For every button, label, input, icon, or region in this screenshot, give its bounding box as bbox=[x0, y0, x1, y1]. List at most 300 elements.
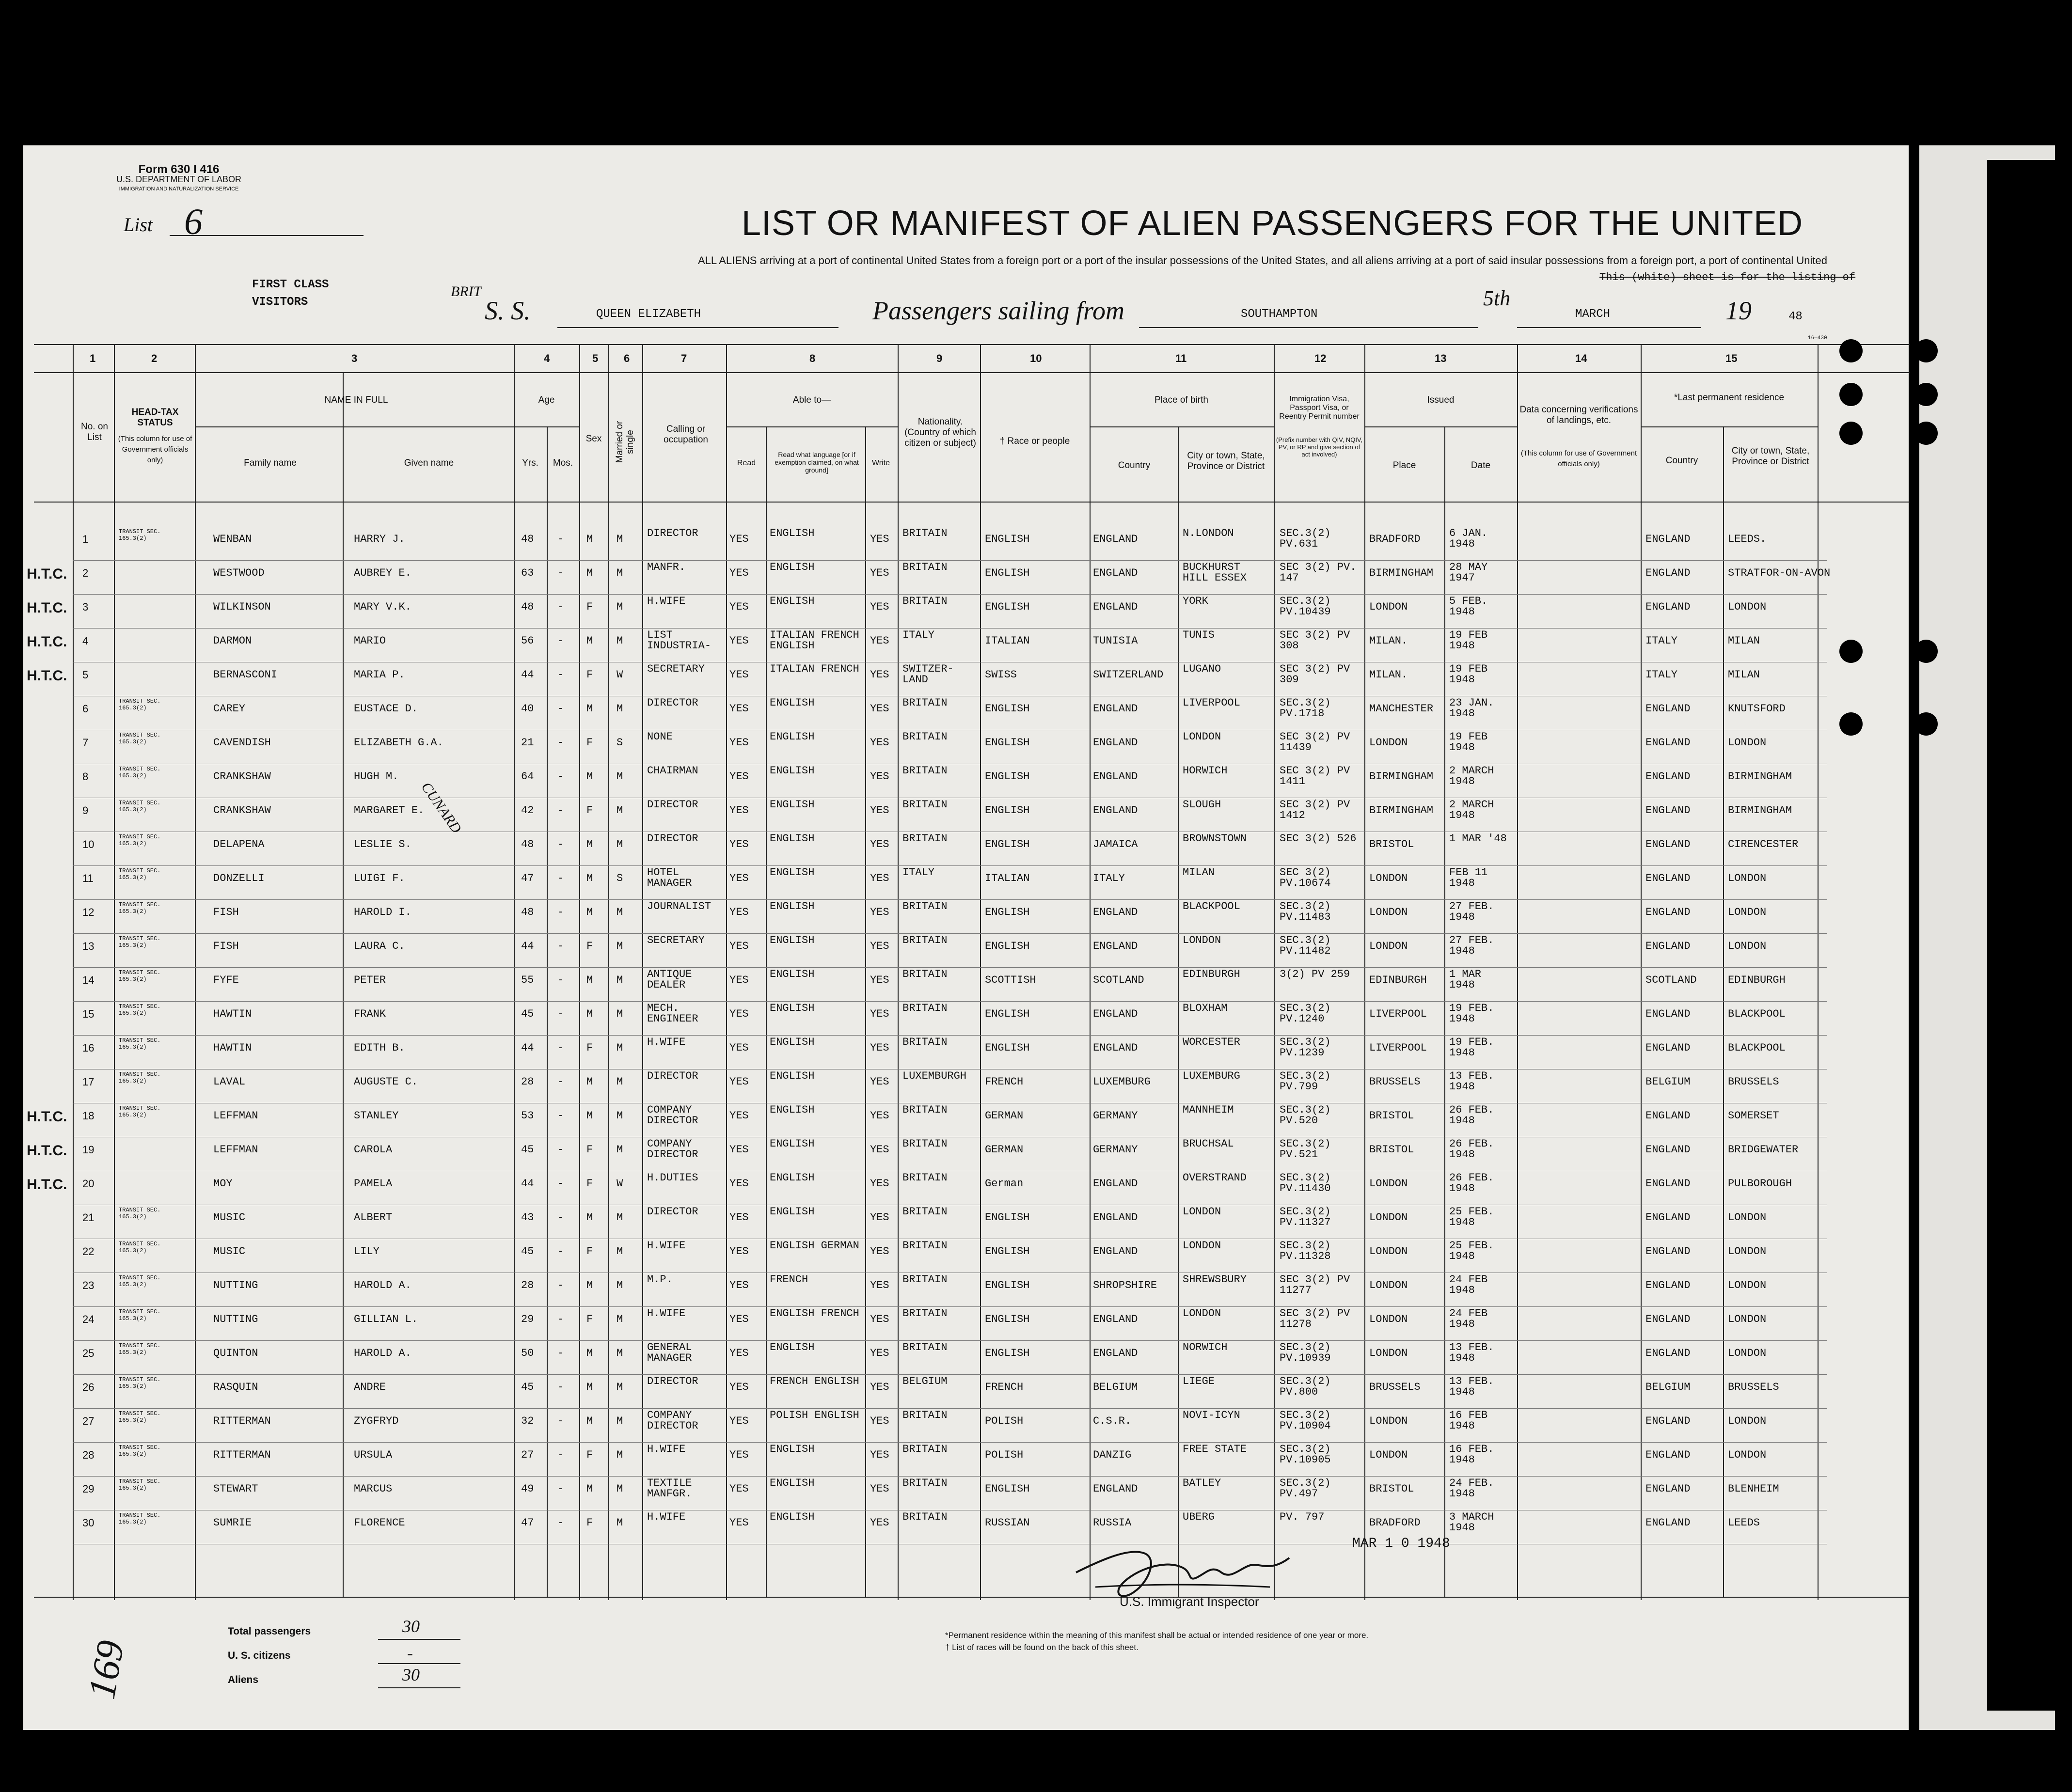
row-divider bbox=[73, 865, 1827, 866]
nationality: BRITAIN bbox=[902, 731, 948, 743]
row-number: 22 bbox=[82, 1245, 95, 1258]
residence-city: LONDON bbox=[1728, 1347, 1767, 1359]
can-read: YES bbox=[729, 1076, 749, 1088]
family-name: SUMRIE bbox=[213, 1517, 252, 1529]
occupation: DIRECTOR bbox=[647, 527, 698, 539]
birth-city: BATLEY bbox=[1183, 1477, 1221, 1489]
list-number: 6 bbox=[184, 202, 203, 242]
residence-country: BELGIUM bbox=[1645, 1381, 1691, 1393]
sex: M bbox=[586, 1008, 593, 1020]
visa-number: SEC.3(2) PV.10939 bbox=[1280, 1341, 1331, 1364]
age-months: - bbox=[557, 1381, 564, 1393]
can-read: YES bbox=[729, 635, 749, 647]
birth-country: RUSSIA bbox=[1093, 1517, 1132, 1529]
header-head-tax-note: (This column for use of Government officials only) bbox=[118, 435, 192, 464]
age-years: 43 bbox=[521, 1211, 534, 1224]
occupation: H.WIFE bbox=[647, 1443, 686, 1455]
residence-country: ENGLAND bbox=[1645, 1178, 1691, 1190]
residence-city: LONDON bbox=[1728, 872, 1767, 884]
issued-date: 19 FEB 1948 bbox=[1449, 629, 1488, 652]
read-language: ENGLISH bbox=[770, 765, 815, 777]
aliens-label: Aliens bbox=[228, 1674, 259, 1685]
race: ENGLISH bbox=[985, 770, 1030, 783]
residence-country: ENGLAND bbox=[1645, 533, 1691, 545]
issued-place: LONDON bbox=[1369, 1211, 1408, 1224]
can-read: YES bbox=[729, 838, 749, 850]
row-divider bbox=[73, 899, 1827, 900]
table-row bbox=[0, 1173, 1885, 1207]
sex: M bbox=[586, 567, 593, 579]
issued-date: 5 FEB. 1948 bbox=[1449, 595, 1488, 618]
residence-country: ENGLAND bbox=[1645, 703, 1691, 715]
residence-country: ENGLAND bbox=[1645, 1517, 1691, 1529]
header-family-name: Family name bbox=[244, 458, 297, 468]
birth-city: UBERG bbox=[1183, 1511, 1215, 1523]
issued-date: 13 FEB. 1948 bbox=[1449, 1341, 1494, 1364]
residence-country: ENGLAND bbox=[1645, 872, 1691, 884]
race: ENGLISH bbox=[985, 1245, 1030, 1258]
birth-country: ENGLAND bbox=[1093, 703, 1138, 715]
birth-city: HORWICH bbox=[1183, 765, 1228, 777]
read-language: ENGLISH bbox=[770, 1138, 815, 1150]
head-tax-status: TRANSIT SEC. 165.3(2) bbox=[119, 1105, 161, 1118]
colnum-line bbox=[34, 372, 1910, 373]
row-number: 24 bbox=[82, 1313, 95, 1325]
can-write: YES bbox=[870, 1483, 889, 1495]
race: GERMAN bbox=[985, 1110, 1024, 1122]
marital-status: M bbox=[617, 1483, 623, 1495]
birth-city: WORCESTER bbox=[1183, 1036, 1240, 1048]
date-stamp: MAR 1 0 1948 bbox=[1352, 1536, 1450, 1551]
race: ENGLISH bbox=[985, 1313, 1030, 1325]
occupation: SECRETARY bbox=[647, 663, 705, 675]
row-number: 27 bbox=[82, 1415, 95, 1427]
birth-country: ENGLAND bbox=[1093, 1178, 1138, 1190]
row-divider bbox=[73, 1442, 1827, 1443]
header-head-tax: HEAD-TAX STATUS bbox=[131, 407, 179, 428]
visa-number: SEC 3(2) PV 11439 bbox=[1280, 731, 1350, 754]
birth-country: TUNISIA bbox=[1093, 635, 1138, 647]
read-language: ENGLISH bbox=[770, 561, 815, 573]
nationality: BRITAIN bbox=[902, 527, 948, 539]
race: ENGLISH bbox=[985, 838, 1030, 850]
age-years: 44 bbox=[521, 1178, 534, 1190]
given-name: FLORENCE bbox=[354, 1517, 405, 1529]
head-tax-status: TRANSIT SEC. 165.3(2) bbox=[119, 1308, 161, 1322]
family-name: WESTWOOD bbox=[213, 567, 265, 579]
head-tax-status: TRANSIT SEC. 165.3(2) bbox=[119, 766, 161, 779]
table-row bbox=[0, 596, 1885, 630]
birth-country: SHROPSHIRE bbox=[1093, 1279, 1157, 1291]
subheader-line bbox=[1090, 426, 1274, 427]
family-name: LAVAL bbox=[213, 1076, 246, 1088]
birth-city: LONDON bbox=[1183, 934, 1221, 946]
table-row bbox=[0, 867, 1885, 901]
col-number: 14 bbox=[1575, 352, 1587, 364]
age-months: - bbox=[557, 1313, 564, 1325]
age-months: - bbox=[557, 770, 564, 783]
can-read: YES bbox=[729, 567, 749, 579]
table-row bbox=[0, 1105, 1885, 1139]
issued-date: 26 FEB. 1948 bbox=[1449, 1172, 1494, 1195]
header-race: † Race or people bbox=[999, 436, 1070, 446]
birth-country: ENGLAND bbox=[1093, 906, 1138, 918]
can-read: YES bbox=[729, 974, 749, 986]
head-tax-status: TRANSIT SEC. 165.3(2) bbox=[119, 1478, 161, 1492]
family-name: LEFFMAN bbox=[213, 1110, 258, 1122]
sex: F bbox=[586, 669, 593, 681]
visa-number: SEC.3(2) PV.11483 bbox=[1280, 900, 1331, 923]
marital-status: M bbox=[617, 1245, 623, 1258]
visa-number: SEC 3(2) PV 1412 bbox=[1280, 799, 1350, 821]
header-issued-place: Place bbox=[1392, 460, 1416, 471]
read-language: ENGLISH bbox=[770, 1036, 815, 1048]
print-code: 16—430 bbox=[1808, 335, 1827, 341]
marital-status: M bbox=[617, 1042, 623, 1054]
row-number: 6 bbox=[82, 703, 89, 715]
residence-country: ENGLAND bbox=[1645, 1110, 1691, 1122]
given-name: CAROLA bbox=[354, 1144, 393, 1156]
row-number: 16 bbox=[82, 1042, 95, 1054]
birth-city: LONDON bbox=[1183, 1240, 1221, 1252]
birth-country: ENGLAND bbox=[1093, 533, 1138, 545]
marital-status: M bbox=[617, 1110, 623, 1122]
sex: M bbox=[586, 1211, 593, 1224]
list-label: List bbox=[124, 214, 153, 236]
race: RUSSIAN bbox=[985, 1517, 1030, 1529]
table-row bbox=[0, 766, 1885, 800]
can-write: YES bbox=[870, 1211, 889, 1224]
residence-city: BLACKPOOL bbox=[1728, 1042, 1786, 1054]
issued-date: 13 FEB. 1948 bbox=[1449, 1375, 1494, 1398]
race: GERMAN bbox=[985, 1144, 1024, 1156]
punch-hole bbox=[1914, 422, 1938, 445]
occupation: MECH. ENGINEER bbox=[647, 1002, 698, 1025]
race: ENGLISH bbox=[985, 1042, 1030, 1054]
visa-number: SEC 3(2) 526 bbox=[1280, 833, 1357, 845]
nationality: BRITAIN bbox=[902, 1511, 948, 1523]
occupation: H.WIFE bbox=[647, 595, 686, 607]
issued-date: 19 FEB. 1948 bbox=[1449, 1002, 1494, 1025]
can-read: YES bbox=[729, 770, 749, 783]
row-number: 7 bbox=[82, 737, 89, 749]
issued-place: MILAN. bbox=[1369, 669, 1408, 681]
given-name: HAROLD I. bbox=[354, 906, 411, 918]
given-name: STANLEY bbox=[354, 1110, 399, 1122]
issued-place: BRADFORD bbox=[1369, 533, 1421, 545]
header-residence-city: City or town, State, Province or District bbox=[1731, 446, 1810, 467]
subheader-line bbox=[514, 426, 579, 427]
issued-date: 2 MARCH 1948 bbox=[1449, 765, 1494, 787]
occupation: ANTIQUE DEALER bbox=[647, 968, 692, 991]
family-name: FISH bbox=[213, 906, 239, 918]
age-months: - bbox=[557, 1279, 564, 1291]
read-language: ENGLISH bbox=[770, 1104, 815, 1116]
residence-country: ENGLAND bbox=[1645, 1211, 1691, 1224]
marital-status: M bbox=[617, 838, 623, 850]
birth-city: LIEGE bbox=[1183, 1375, 1215, 1387]
birth-country: GERMANY bbox=[1093, 1144, 1138, 1156]
issued-place: LONDON bbox=[1369, 1347, 1408, 1359]
visa-number: SEC.3(2) PV.10439 bbox=[1280, 595, 1331, 618]
ship-underline bbox=[557, 327, 838, 328]
row-number: 20 bbox=[82, 1178, 95, 1190]
head-tax-status: TRANSIT SEC. 165.3(2) bbox=[119, 1342, 161, 1356]
given-name: PETER bbox=[354, 974, 386, 986]
row-divider bbox=[73, 1340, 1827, 1341]
marital-status: M bbox=[617, 1449, 623, 1461]
residence-country: ENGLAND bbox=[1645, 940, 1691, 952]
age-months: - bbox=[557, 940, 564, 952]
birth-country: GERMANY bbox=[1093, 1110, 1138, 1122]
marital-status: M bbox=[617, 804, 623, 817]
row-number: 29 bbox=[82, 1483, 95, 1495]
age-years: 21 bbox=[521, 737, 534, 749]
can-write: YES bbox=[870, 567, 889, 579]
occupation: H.WIFE bbox=[647, 1307, 686, 1320]
row-number: 11 bbox=[82, 872, 94, 884]
row-number: 10 bbox=[82, 838, 95, 850]
occupation: NONE bbox=[647, 731, 673, 743]
header-place-of-birth: Place of birth bbox=[1155, 395, 1208, 405]
age-years: 40 bbox=[521, 703, 534, 715]
can-read: YES bbox=[729, 1211, 749, 1224]
sex: M bbox=[586, 635, 593, 647]
month-underline bbox=[1517, 327, 1701, 328]
family-name: STEWART bbox=[213, 1483, 258, 1495]
age-years: 56 bbox=[521, 635, 534, 647]
residence-country: ENGLAND bbox=[1645, 804, 1691, 817]
given-name: HAROLD A. bbox=[354, 1279, 411, 1291]
table-row bbox=[0, 1376, 1885, 1410]
header-nationality: Nationality. (Country of which citizen or subject) bbox=[904, 417, 976, 448]
can-read: YES bbox=[729, 940, 749, 952]
birth-city: EDINBURGH bbox=[1183, 968, 1240, 980]
residence-city: LEEDS. bbox=[1728, 533, 1767, 545]
sex: M bbox=[586, 1110, 593, 1122]
family-name: CRANKSHAW bbox=[213, 770, 271, 783]
cunard-annotation: CUNARD bbox=[418, 779, 465, 836]
occupation: DIRECTOR bbox=[647, 833, 698, 845]
form-number: Form 630 I 416 bbox=[138, 163, 220, 176]
residence-country: ITALY bbox=[1645, 669, 1678, 681]
sex: M bbox=[586, 533, 593, 545]
can-write: YES bbox=[870, 872, 889, 884]
issued-date: 27 FEB. 1948 bbox=[1449, 900, 1494, 923]
row-number: 2 bbox=[82, 567, 89, 579]
can-read: YES bbox=[729, 1381, 749, 1393]
race: ENGLISH bbox=[985, 906, 1030, 918]
age-months: - bbox=[557, 703, 564, 715]
age-years: 45 bbox=[521, 1144, 534, 1156]
row-number: 12 bbox=[82, 906, 95, 918]
race: ENGLISH bbox=[985, 804, 1030, 817]
read-language: ENGLISH bbox=[770, 833, 815, 845]
residence-country: BELGIUM bbox=[1645, 1076, 1691, 1088]
age-months: - bbox=[557, 1415, 564, 1427]
can-write: YES bbox=[870, 838, 889, 850]
occupation: CHAIRMAN bbox=[647, 765, 698, 777]
col-number: 13 bbox=[1435, 352, 1447, 364]
given-name: LESLIE S. bbox=[354, 838, 411, 850]
can-write: YES bbox=[870, 1347, 889, 1359]
family-name: QUINTON bbox=[213, 1347, 258, 1359]
read-language: ENGLISH bbox=[770, 1206, 815, 1218]
read-language: ENGLISH bbox=[770, 1070, 815, 1082]
table-row bbox=[0, 1342, 1885, 1376]
subheader-line bbox=[1364, 426, 1517, 427]
nationality: BRITAIN bbox=[902, 799, 948, 811]
table-row bbox=[0, 935, 1885, 969]
read-language: ENGLISH bbox=[770, 934, 815, 946]
residence-city: LONDON bbox=[1728, 940, 1767, 952]
read-language: ENGLISH bbox=[770, 1511, 815, 1523]
given-name: ZYGFRYD bbox=[354, 1415, 399, 1427]
birth-city: BUCKHURST HILL ESSEX bbox=[1183, 561, 1247, 584]
race: ENGLISH bbox=[985, 1483, 1030, 1495]
col-number: 4 bbox=[544, 352, 550, 364]
read-language: ITALIAN FRENCH bbox=[770, 663, 859, 675]
can-write: YES bbox=[870, 737, 889, 749]
service-name: IMMIGRATION AND NATURALIZATION SERVICE bbox=[119, 186, 239, 192]
sex: M bbox=[586, 1483, 593, 1495]
list-underline bbox=[170, 235, 364, 236]
marital-status: W bbox=[617, 1178, 623, 1190]
sex: F bbox=[586, 1144, 593, 1156]
occupation: DIRECTOR bbox=[647, 697, 698, 709]
visa-number: SEC.3(2) PV.11327 bbox=[1280, 1206, 1331, 1228]
birth-country: ITALY bbox=[1093, 872, 1125, 884]
birth-country: ENGLAND bbox=[1093, 567, 1138, 579]
residence-city: BRUSSELS bbox=[1728, 1076, 1779, 1088]
issued-place: BIRMINGHAM bbox=[1369, 804, 1434, 817]
table-row bbox=[0, 1003, 1885, 1037]
punch-hole bbox=[1839, 712, 1863, 736]
read-language: ITALIAN FRENCH ENGLISH bbox=[770, 629, 859, 652]
residence-city: LONDON bbox=[1728, 1211, 1767, 1224]
row-number: 15 bbox=[82, 1008, 95, 1020]
row-divider bbox=[73, 1001, 1827, 1002]
form-header bbox=[116, 165, 241, 194]
can-write: YES bbox=[870, 669, 889, 681]
issued-date: 2 MARCH 1948 bbox=[1449, 799, 1494, 821]
family-name: DONZELLI bbox=[213, 872, 265, 884]
header-no-on-list: No. on List bbox=[81, 422, 108, 442]
visa-number: SEC.3(2) PV.10905 bbox=[1280, 1443, 1331, 1466]
marital-status: S bbox=[617, 737, 623, 749]
row-number: 30 bbox=[82, 1517, 95, 1529]
visa-number: SEC.3(2) PV.631 bbox=[1280, 527, 1331, 550]
residence-city: BRUSSELS bbox=[1728, 1381, 1779, 1393]
birth-country: ENGLAND bbox=[1093, 1211, 1138, 1224]
issued-date: 16 FEB 1948 bbox=[1449, 1409, 1488, 1432]
age-years: 55 bbox=[521, 974, 534, 986]
can-read: YES bbox=[729, 804, 749, 817]
nationality: ITALY bbox=[902, 866, 935, 879]
visa-number: SEC.3(2) PV.1239 bbox=[1280, 1036, 1331, 1059]
residence-country: ENGLAND bbox=[1645, 1008, 1691, 1020]
visa-number: SEC.3(2) PV.11482 bbox=[1280, 934, 1331, 957]
row-divider bbox=[73, 933, 1827, 934]
header-residence-country: Country bbox=[1665, 456, 1698, 466]
head-tax-status: TRANSIT SEC. 165.3(2) bbox=[119, 969, 161, 983]
ship-name: QUEEN ELIZABETH bbox=[596, 308, 701, 321]
age-years: 45 bbox=[521, 1381, 534, 1393]
age-months: - bbox=[557, 838, 564, 850]
race: FRENCH bbox=[985, 1381, 1024, 1393]
table-bottom-line bbox=[34, 1597, 1910, 1598]
table-row bbox=[0, 528, 1885, 562]
header-sex: Sex bbox=[585, 434, 602, 444]
family-name: DARMON bbox=[213, 635, 252, 647]
residence-city: MILAN bbox=[1728, 669, 1760, 681]
occupation: COMPANY DIRECTOR bbox=[647, 1138, 698, 1161]
can-read: YES bbox=[729, 669, 749, 681]
can-write: YES bbox=[870, 940, 889, 952]
table-row bbox=[0, 732, 1885, 766]
issued-place: LIVERPOOL bbox=[1369, 1008, 1427, 1020]
sex: M bbox=[586, 1381, 593, 1393]
issued-place: BIRMINGHAM bbox=[1369, 770, 1434, 783]
race: ENGLISH bbox=[985, 940, 1030, 952]
head-tax-status: TRANSIT SEC. 165.3(2) bbox=[119, 1444, 161, 1458]
col-number: 8 bbox=[809, 352, 816, 364]
punch-hole bbox=[1914, 640, 1938, 663]
age-years: 45 bbox=[521, 1008, 534, 1020]
header-name-in-full: NAME IN FULL bbox=[324, 395, 388, 405]
birth-city: OVERSTRAND bbox=[1183, 1172, 1247, 1184]
residence-country: ENGLAND bbox=[1645, 906, 1691, 918]
row-number: 18 bbox=[82, 1110, 95, 1122]
age-years: 48 bbox=[521, 601, 534, 613]
can-read: YES bbox=[729, 1178, 749, 1190]
sex: M bbox=[586, 1076, 593, 1088]
given-name: LAURA C. bbox=[354, 940, 405, 952]
sailing-month: MARCH bbox=[1575, 308, 1611, 321]
family-name: MUSIC bbox=[213, 1245, 246, 1258]
table-row bbox=[0, 630, 1885, 664]
visa-number: SEC.3(2) PV.521 bbox=[1280, 1138, 1331, 1161]
scan-edge bbox=[1987, 160, 2072, 1711]
col-number: 11 bbox=[1175, 352, 1187, 364]
can-write: YES bbox=[870, 1144, 889, 1156]
marital-status: M bbox=[617, 940, 623, 952]
can-write: YES bbox=[870, 1110, 889, 1122]
issued-date: 19 FEB. 1948 bbox=[1449, 1036, 1494, 1059]
residence-country: ENGLAND bbox=[1645, 1042, 1691, 1054]
given-name: AUBREY E. bbox=[354, 567, 411, 579]
issued-date: 19 FEB 1948 bbox=[1449, 731, 1488, 754]
marital-status: M bbox=[617, 1279, 623, 1291]
nationality: BRITAIN bbox=[902, 697, 948, 709]
nationality: BRITAIN bbox=[902, 1138, 948, 1150]
subheader-line bbox=[726, 426, 898, 427]
nationality: BRITAIN bbox=[902, 1409, 948, 1421]
age-months: - bbox=[557, 1517, 564, 1529]
residence-city: LONDON bbox=[1728, 1449, 1767, 1461]
nationality: BRITAIN bbox=[902, 1307, 948, 1320]
nationality: BELGIUM bbox=[902, 1375, 948, 1387]
birth-city: LONDON bbox=[1183, 1206, 1221, 1218]
race: ENGLISH bbox=[985, 703, 1030, 715]
departure-port: SOUTHAMPTON bbox=[1241, 308, 1318, 321]
residence-city: CIRENCESTER bbox=[1728, 838, 1799, 850]
header-read: Read bbox=[737, 459, 756, 467]
age-years: 45 bbox=[521, 1245, 534, 1258]
footnote-races: † List of races will be found on the back of this sheet. bbox=[945, 1643, 1139, 1652]
given-name: EUSTACE D. bbox=[354, 703, 418, 715]
header-last-residence: *Last permanent residence bbox=[1674, 393, 1785, 403]
